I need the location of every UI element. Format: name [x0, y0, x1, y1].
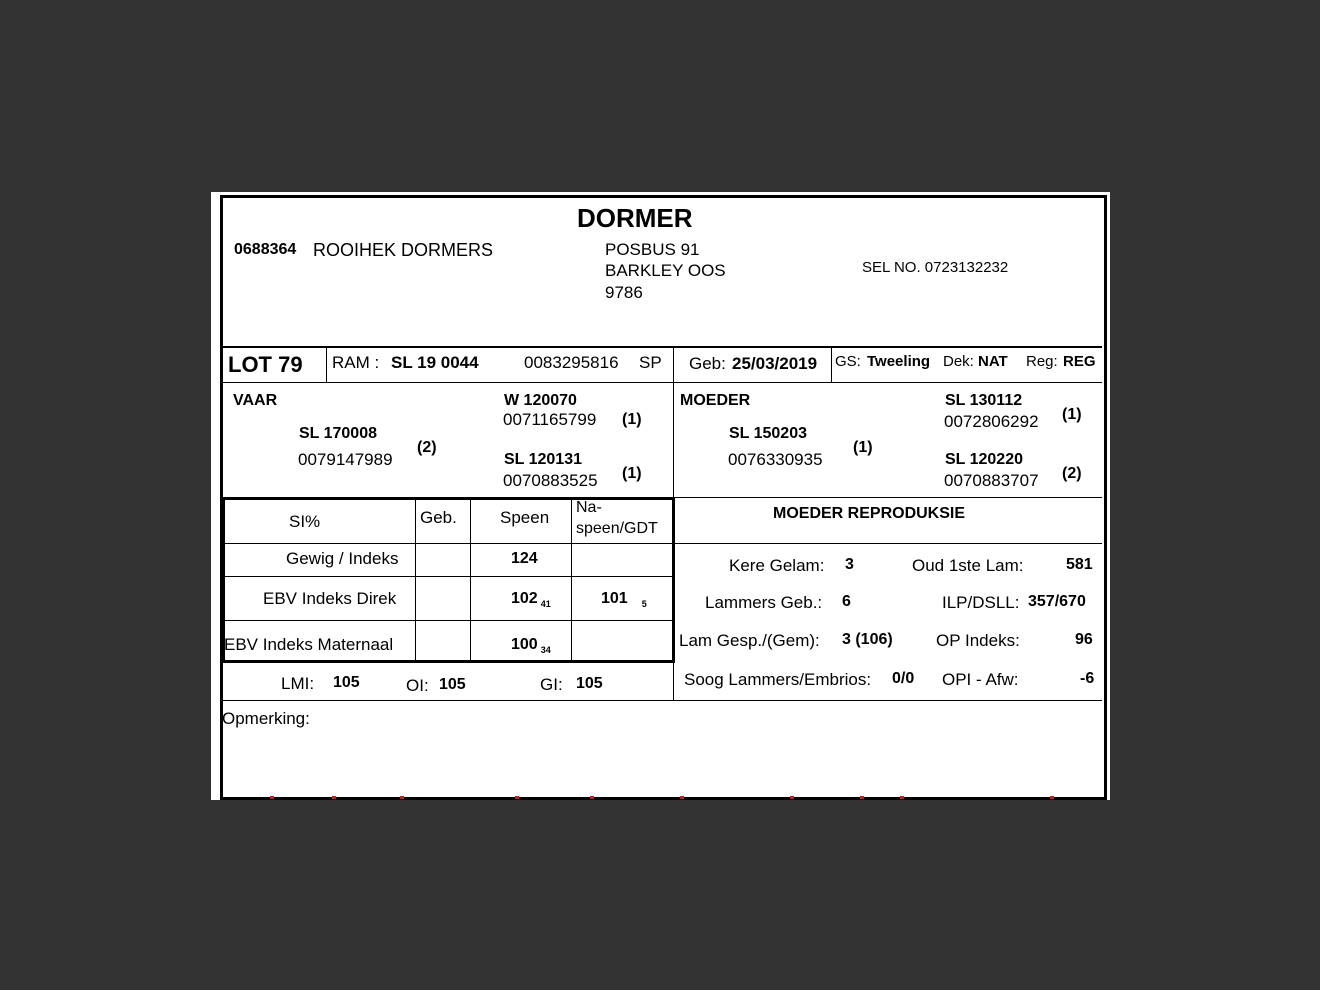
opi-label: OPI - Afw: — [942, 670, 1019, 689]
divider — [831, 347, 832, 382]
ilp-label: ILP/DSLL: — [942, 593, 1020, 612]
address-line3: 9786 — [605, 283, 643, 302]
geb-header: Geb. — [420, 508, 457, 527]
reg-value: REG — [1063, 353, 1096, 370]
dam-number: 0076330935 — [728, 450, 823, 469]
op-label: OP Indeks: — [936, 631, 1020, 650]
birth-date-label: Geb: — [689, 354, 726, 373]
dek-value: NAT — [978, 353, 1008, 370]
breeder-name: ROOIHEK DORMERS — [313, 240, 494, 260]
divider — [673, 347, 674, 382]
sire-sire-number: 0071165799 — [503, 410, 597, 429]
animal-number: 0083295816 — [524, 353, 619, 372]
divider — [224, 543, 673, 544]
gs-value: Tweeling — [867, 353, 931, 370]
divider — [224, 576, 673, 577]
ebv-maternaal-speen: 100 $_{34}$ — [511, 636, 551, 655]
gs-label: GS: — [835, 353, 861, 370]
sire-grade: (2) — [417, 439, 437, 456]
sire-dam-id: SL 120131 — [504, 451, 582, 468]
divider — [326, 347, 327, 382]
naspeen-header-line1: Na- — [576, 499, 602, 516]
remark-label: Opmerking: — [222, 709, 310, 728]
divider — [674, 543, 1102, 544]
oi-label: OI: — [406, 676, 429, 695]
divider — [571, 499, 572, 661]
divider — [673, 383, 674, 497]
kere-value: 3 — [845, 556, 854, 573]
divider — [222, 346, 1102, 348]
oi-value: 105 — [439, 676, 466, 693]
oud-label: Oud 1ste Lam: — [912, 556, 1024, 575]
animal-id: SL 19 0044 — [391, 353, 479, 372]
address-line1: POSBUS 91 — [605, 240, 700, 259]
kere-label: Kere Gelam: — [729, 556, 825, 575]
dam-sire-grade: (1) — [1062, 406, 1082, 423]
dam-dam-grade: (2) — [1062, 465, 1082, 482]
divider — [222, 700, 1102, 701]
si-table-border — [222, 660, 675, 663]
ilp-value: 357/670 — [1028, 593, 1086, 610]
divider — [222, 382, 1102, 383]
dam-sire-id: SL 130112 — [945, 392, 1023, 409]
lmi-value: 105 — [333, 674, 360, 691]
dam-id: SL 150203 — [729, 425, 807, 442]
row-label-ebv-maternaal: EBV Indeks Maternaal — [224, 635, 394, 654]
birth-date: 25/03/2019 — [732, 354, 818, 373]
dam-sire-number: 0072806292 — [944, 412, 1039, 431]
sire-number: 0079147989 — [298, 450, 393, 469]
divider — [224, 620, 673, 621]
ebv-direk-naspeen: 101 $_5$ — [601, 590, 647, 609]
divider — [673, 497, 674, 700]
breed-title: DORMER — [577, 203, 693, 233]
row-label-gewig: Gewig / Indeks — [286, 549, 399, 568]
scan-artifact — [260, 796, 1060, 800]
dek-label: Dek: — [943, 353, 974, 370]
speen-header: Speen — [500, 508, 550, 527]
naspeen-header-line2: speen/GDT — [576, 520, 658, 537]
breeder-code: 0688364 — [234, 241, 297, 258]
soog-label: Soog Lammers/Embrios: — [684, 670, 872, 689]
op-value: 96 — [1075, 631, 1093, 648]
si-header: SI% — [289, 512, 321, 531]
lammers-value: 6 — [842, 593, 851, 610]
animal-tag: SP — [639, 353, 662, 372]
ebv-direk-speen: 102 $_{41}$ — [511, 590, 551, 609]
row-label-ebv-direk: EBV Indeks Direk — [263, 589, 397, 608]
dam-grade: (1) — [853, 439, 873, 456]
phone-number: SEL NO. 0723132232 — [862, 259, 1009, 276]
sire-label: VAAR — [233, 392, 278, 409]
gi-value: 105 — [576, 675, 603, 692]
sire-dam-number: 0070883525 — [503, 471, 598, 490]
dam-label: MOEDER — [680, 392, 751, 409]
sire-sire-id: W 120070 — [504, 392, 577, 409]
oud-value: 581 — [1066, 556, 1093, 573]
gewig-speen: 124 — [511, 550, 538, 567]
address-line2: BARKLEY OOS — [605, 261, 726, 280]
reg-label: Reg: — [1026, 353, 1058, 370]
animal-type-label: RAM : — [332, 353, 380, 372]
lammers-label: Lammers Geb.: — [705, 593, 823, 612]
lam-label: Lam Gesp./(Gem): — [679, 631, 820, 650]
divider — [470, 499, 471, 661]
soog-value: 0/0 — [892, 670, 915, 687]
ebv-direk-naspeen-accuracy: 5 — [641, 599, 647, 609]
lot-number: LOT 79 — [228, 352, 303, 377]
ebv-direk-speen-accuracy: 41 — [540, 599, 551, 609]
divider — [415, 499, 416, 661]
reproduction-title: MOEDER REPRODUKSIE — [773, 505, 966, 522]
sire-id: SL 170008 — [299, 425, 377, 442]
si-table-border — [222, 497, 675, 500]
ebv-maternaal-speen-accuracy: 34 — [540, 645, 551, 655]
gi-label: GI: — [540, 675, 563, 694]
dam-dam-number: 0070883707 — [944, 471, 1039, 490]
sire-dam-grade: (1) — [622, 465, 642, 482]
sire-sire-grade: (1) — [622, 411, 642, 428]
dam-dam-id: SL 120220 — [945, 451, 1023, 468]
opi-value: -6 — [1080, 670, 1095, 687]
lmi-label: LMI: — [281, 674, 315, 693]
lam-value: 3 (106) — [842, 631, 893, 648]
